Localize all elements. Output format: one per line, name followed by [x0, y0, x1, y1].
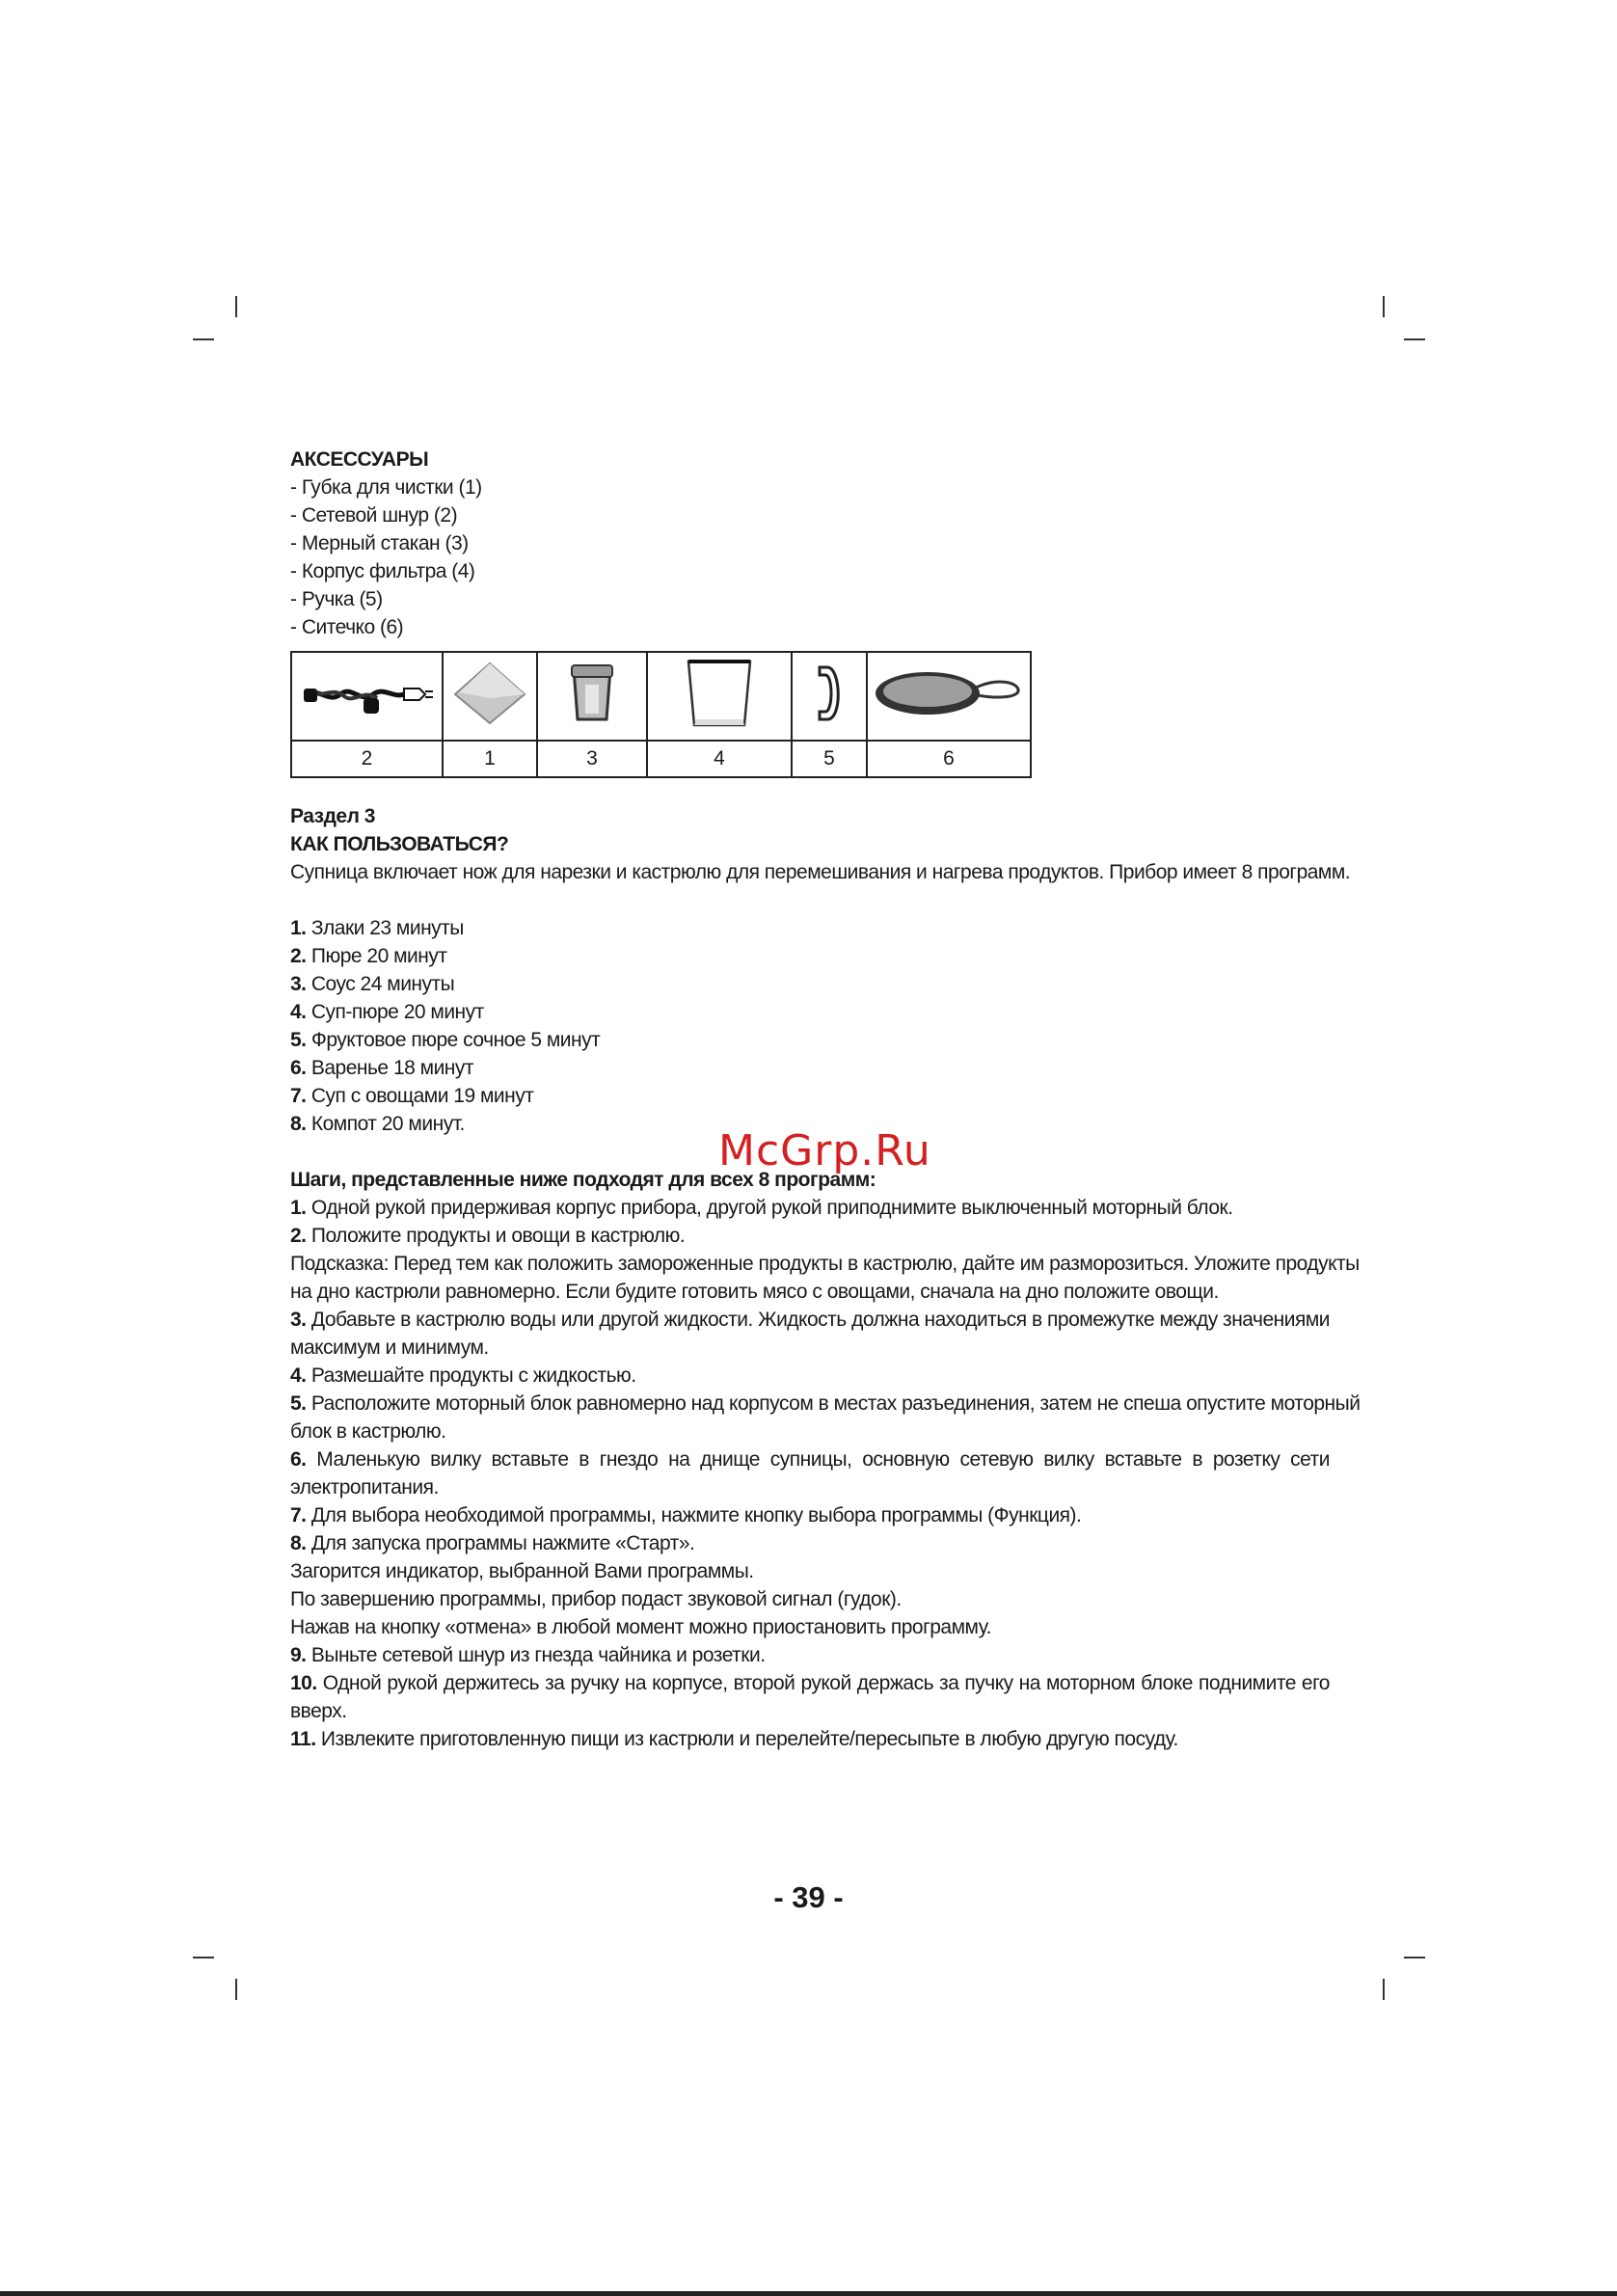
- measuring-cup-icon: [568, 662, 616, 725]
- list-item: 2. Пюре 20 минут: [290, 945, 447, 967]
- step-line: 11. Извлеките приготовленную пищи из кастрюли и перелейте/пересыпьте в любую другую посуду.: [290, 1728, 1178, 1750]
- table-number: 1: [443, 741, 537, 777]
- table-number: 4: [647, 741, 792, 777]
- table-cell: [291, 652, 443, 741]
- step-line: 6. Маленькую вилку вставьте в гнездо на днище супницы, основную сетевую вилку вставьте в розетку сети: [290, 1448, 1330, 1471]
- programs-list: [290, 914, 1330, 1138]
- step-line: 1. Одной рукой придерживая корпус прибора, другой рукой приподнимите выключенный моторный блок.: [290, 1197, 1233, 1219]
- step-line: 2. Положите продукты и овощи в кастрюлю.: [290, 1225, 686, 1247]
- table-number: 5: [792, 741, 867, 777]
- section-intro: Супница включает нож для нарезки и кастрюлю для перемешивания и нагрева продуктов. Прибор имеет 8 программ.: [290, 861, 1351, 883]
- bottom-rule: [0, 2291, 1617, 2296]
- crop-mark: [1404, 1957, 1425, 1958]
- page-number: - 39 -: [773, 1880, 844, 1914]
- hint-line: Подсказка: Перед тем как положить замороженные продукты в кастрюлю, дайте им разморозиться. Уложите продукты: [290, 1253, 1360, 1275]
- list-item: - Губка для чистки (1): [290, 476, 482, 499]
- steps-list: [290, 1194, 1361, 1753]
- step-line: максимум и минимум.: [290, 1337, 489, 1359]
- step-line: вверх.: [290, 1700, 347, 1722]
- crop-mark: [193, 338, 214, 340]
- step-line: 9. Выньте сетевой шнур из гнезда чайника и розетки.: [290, 1644, 766, 1666]
- list-item: 3. Соус 24 минуты: [290, 973, 455, 995]
- crop-mark: [1404, 338, 1425, 340]
- accessories-list: [290, 473, 1330, 641]
- sponge-icon: [451, 660, 528, 727]
- strainer-icon: [872, 664, 1026, 722]
- crop-mark: [193, 1957, 214, 1958]
- list-item: - Ручка (5): [290, 588, 383, 610]
- watermark: McGrp.Ru: [718, 1126, 931, 1175]
- list-item: 7. Суп с овощами 19 минут: [290, 1085, 534, 1107]
- note-line: По завершению программы, прибор подаст звуковой сигнал (гудок).: [290, 1588, 902, 1610]
- table-number: 2: [291, 741, 443, 777]
- table-cell: [443, 652, 537, 741]
- list-item: 5. Фруктовое пюре сочное 5 минут: [290, 1029, 601, 1051]
- accessories-heading: АКСЕССУАРЫ: [290, 448, 429, 471]
- crop-mark: [235, 1979, 237, 2000]
- steps-heading: Шаги, представленные ниже подходят для всех 8 программ:: [290, 1169, 876, 1191]
- list-item: - Корпус фильтра (4): [290, 560, 475, 582]
- table-cell: [647, 652, 792, 741]
- table-cell: [537, 652, 647, 741]
- section-title: КАК ПОЛЬЗОВАТЬСЯ?: [290, 833, 509, 855]
- table-number: 3: [537, 741, 647, 777]
- page-content: [290, 446, 1361, 1753]
- power-cord-icon: [300, 669, 435, 717]
- step-line: электропитания.: [290, 1476, 439, 1499]
- handle-icon: [810, 662, 849, 725]
- list-item: 4. Суп-пюре 20 минут: [290, 1001, 484, 1023]
- note-line: Нажав на кнопку «отмена» в любой момент можно приостановить программу.: [290, 1616, 991, 1638]
- list-item: 6. Варенье 18 минут: [290, 1057, 474, 1079]
- list-item: - Мерный стакан (3): [290, 532, 469, 554]
- list-item: 1. Злаки 23 минуты: [290, 917, 464, 939]
- table-cell: [792, 652, 867, 741]
- filter-body-icon: [681, 656, 758, 731]
- crop-mark: [235, 296, 237, 317]
- list-item: 8. Компот 20 минут.: [290, 1113, 465, 1135]
- list-item: - Ситечко (6): [290, 616, 404, 638]
- list-item: - Сетевой шнур (2): [290, 504, 458, 527]
- accessories-table: [290, 651, 1032, 778]
- step-line: 5. Расположите моторный блок равномерно над корпусом в местах разъединения, затем не спеша опустите моторный: [290, 1392, 1361, 1415]
- crop-mark: [1383, 1979, 1385, 2000]
- step-line: 4. Размешайте продукты с жидкостью.: [290, 1364, 636, 1387]
- step-line: 3. Добавьте в кастрюлю воды или другой жидкости. Жидкость должна находиться в промежутке между значениями: [290, 1309, 1330, 1331]
- note-line: Загорится индикатор, выбранной Вами программы.: [290, 1560, 754, 1582]
- table-cell: [867, 652, 1031, 741]
- step-line: блок в кастрюлю.: [290, 1420, 446, 1443]
- hint-line: на дно кастрюли равномерно. Если будите готовить мясо с овощами, сначала на дно положите овощи.: [290, 1281, 1219, 1303]
- section-label: Раздел 3: [290, 805, 375, 827]
- table-number: 6: [867, 741, 1031, 777]
- step-line: 10. Одной рукой держитесь за ручку на корпусе, второй рукой держась за пучку на моторном блоке поднимите его: [290, 1672, 1330, 1694]
- step-line: 7. Для выбора необходимой программы, нажмите кнопку выбора программы (Функция).: [290, 1504, 1082, 1526]
- step-line: 8. Для запуска программы нажмите «Старт».: [290, 1532, 695, 1554]
- crop-mark: [1383, 296, 1385, 317]
